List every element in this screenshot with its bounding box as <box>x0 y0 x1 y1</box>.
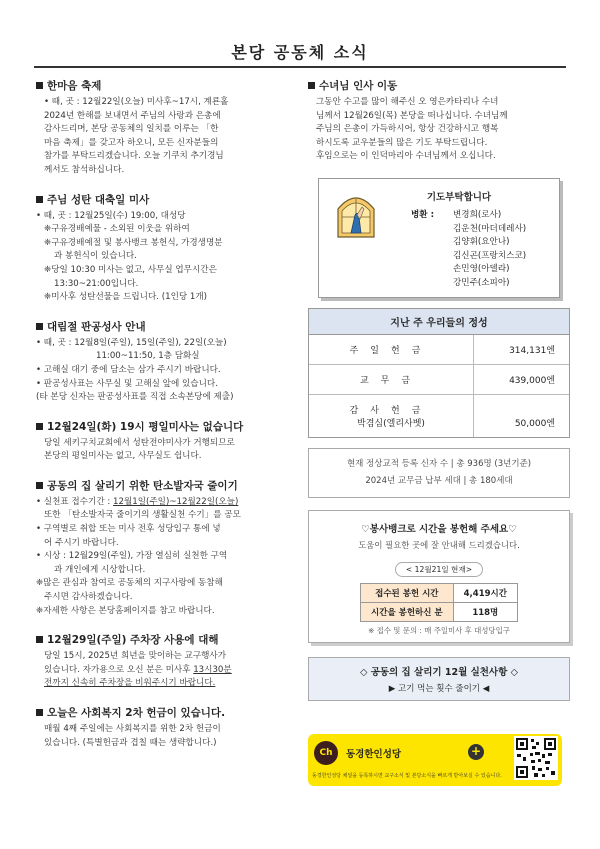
practice-title: ◇ 공동의 집 살리기 12월 실천사항 ◇ <box>360 666 518 678</box>
bank-subtitle: 도움이 필요한 곳에 잘 안내해 드리겠습니다. <box>358 539 520 550</box>
membership-stats <box>308 448 570 498</box>
section-heading: 대림절 판공성사 안내 <box>47 320 146 333</box>
text-line: 또한 「탄소발자국 줄이기의 생활실천 수기」를 공모 <box>44 510 241 521</box>
text-line: 하시도록 교우분들의 많은 기도 부탁드립니다. <box>316 137 488 148</box>
section-no-weekday-mass <box>36 419 298 464</box>
text-line: 참가를 부탁드리겠습니다. 오늘 기쿠치 추기경님 <box>44 151 224 162</box>
text-line: ❈많은 관심과 참여로 공동체의 지구사랑에 동참해 <box>36 578 223 589</box>
section-festival <box>36 78 298 178</box>
square-bullet-icon <box>36 82 43 89</box>
offering-table <box>308 308 570 438</box>
left-column <box>36 78 298 764</box>
prayer-name: 강민주(소피아) <box>453 277 510 288</box>
text-line: 께서도 참석하십니다. <box>44 164 125 175</box>
offering-value: 314,131엔 <box>509 345 555 356</box>
channel-footnote: 동경한인성당 채널을 등록하시면 교구소식 및 본당소식을 빠르게 받아보실 수 있습니다. <box>312 773 502 779</box>
text-line: ❈미사후 성탄선물을 드립니다. (1인당 1개) <box>44 292 208 303</box>
text-line: ❈당일 10:30 미사는 없고, 사무실 업무시간은 <box>44 264 217 275</box>
section-second-collection <box>36 705 298 750</box>
section-heading: 오늘은 사회복지 2차 헌금이 있습니다. <box>47 707 226 719</box>
prayer-name: 김양휘(요안나) <box>453 237 510 248</box>
text-line: 전까지 신속히 주차장을 비워주시기 바랍니다. <box>44 678 216 689</box>
offering-value: 50,000엔 <box>514 418 555 429</box>
text-line: 매월 4째 주일에는 사회복지를 위한 2차 헌금이 <box>44 724 221 734</box>
text-line: 후임으로는 이 인덕마리아 수녀님께서 오십니다. <box>316 151 496 162</box>
square-bullet-icon <box>36 482 43 489</box>
square-bullet-icon <box>36 709 43 716</box>
prayer-name: 김운천(마더데레사) <box>453 223 527 234</box>
text-line: 마음 축제」를 갖고자 하오니, 모든 신자분들의 <box>44 137 219 148</box>
bank-value: 118명 <box>453 602 517 621</box>
square-bullet-icon <box>36 323 43 330</box>
prayer-list <box>411 209 526 291</box>
text-line: 그동안 수고를 많이 해주신 오 영은카타리나 수녀 <box>316 97 499 107</box>
add-channel-button[interactable]: + <box>468 744 484 760</box>
bank-key: 시간을 봉헌하신 분 <box>361 602 454 621</box>
bank-note: ※ 접수 및 문의 : 매 주일미사 후 대성당입구 <box>368 625 510 635</box>
text-line: • 실천표 접수기간 : 12월1일(주일)~12월22일(오늘) <box>36 496 239 507</box>
text-line: • 시상 : 12월29일(주일), 가장 열심히 실천한 구역 <box>36 551 228 562</box>
illness-label: 병환 : <box>411 209 435 220</box>
qr-code-icon[interactable] <box>514 736 558 780</box>
section-heading: 12월29일(주일) 주차장 사용에 대해 <box>47 634 219 647</box>
prayer-name: 김신곤(프랑치스코) <box>453 250 527 261</box>
offering-row <box>309 335 569 365</box>
section-heading: 주님 성탄 대축일 미사 <box>47 193 150 206</box>
stat-line: 현재 정상교적 등록 신자 수 | 총 936명 (3년기준) <box>346 458 532 469</box>
section-parking <box>36 632 298 691</box>
stat-line: 2024년 교무금 납부 세대 | 총 180세대 <box>365 475 513 486</box>
prayer-name: 손민영(아델라) <box>453 264 510 275</box>
offering-row <box>309 395 569 437</box>
section-confession <box>36 319 298 405</box>
period-underlined: 12월1일(주일)~12월22일(오늘) <box>113 496 239 507</box>
practice-box <box>308 657 570 701</box>
text-line: • 때, 곳 : 12월8일(주일), 15일(주일), 22일(오늘) <box>36 337 227 348</box>
kakao-channel-banner[interactable] <box>308 734 562 786</box>
text-line: 님께서 12월26일(목) 본당을 떠나십니다. 수녀님께 <box>316 110 508 121</box>
title-divider <box>34 66 566 68</box>
bank-title: ♡봉사뱅크로 시간을 봉헌해 주세요♡ <box>361 523 517 535</box>
kakao-channel-icon: Ch <box>314 741 338 765</box>
practice-item: ▶ 고기 먹는 횟수 줄이기 ◀ <box>388 683 490 694</box>
section-heading: 공동의 집 살리기 위한 탄소발자국 줄이기 <box>47 479 238 492</box>
text-line: 당일 15시, 2025년 희년을 맞이하는 교구행사가 <box>44 651 227 662</box>
text-line: 2024년 한해를 보내면서 주님의 사랑과 은총에 <box>44 110 221 121</box>
bank-key: 접수된 봉헌 시간 <box>361 583 454 602</box>
bank-value: 4,419시간 <box>453 583 517 602</box>
offering-label: 주일헌금 <box>309 335 474 364</box>
prayer-name: 변경희(로사) <box>453 209 502 220</box>
time-underlined: 13시30분 <box>193 664 232 675</box>
offering-row <box>309 365 569 395</box>
text-line: • 때, 곳 : 12월22일(오늘) 미사후~17시, 계룐홀 <box>44 97 229 107</box>
text-line: 감사드리며, 본당 공동체의 일치를 이루는 「한 <box>44 124 219 135</box>
section-christmas-mass <box>36 192 298 305</box>
text-line: 주시면 감사하겠습니다. <box>44 592 133 603</box>
bank-table <box>360 583 518 622</box>
section-heading: 12월24일(화) 19시 평일미사는 없습니다 <box>47 420 244 433</box>
donor-name: 박겸심(엘리사벳) <box>357 418 425 429</box>
text-line: • 때, 곳 : 12월25일(수) 19:00, 대성당 <box>36 210 186 221</box>
right-column <box>308 78 570 701</box>
text-line: (타 본당 신자는 판공성사표를 직접 소속본당에 제출) <box>36 392 234 403</box>
text-line: 본당의 평일미사는 없고, 사무실도 쉽니다. <box>44 451 202 462</box>
table-row <box>361 583 518 602</box>
offering-value: 439,000엔 <box>509 375 555 386</box>
offering-label: 감사헌금 <box>349 405 433 416</box>
square-bullet-icon <box>36 636 43 643</box>
page-title: 본당 공동체 소식 <box>231 43 369 62</box>
text-line: 어 주시기 바랍니다. <box>44 537 119 548</box>
text-line: 당일 세키구치교회에서 성탄전야미사가 거행되므로 <box>44 437 235 448</box>
section-carbon-footprint <box>36 478 298 618</box>
prayer-request-box <box>318 178 560 298</box>
square-bullet-icon <box>36 196 43 203</box>
bank-date-badge: < 12월21일 현재> <box>395 562 483 577</box>
text-line: ❈자세한 사항은 본당홈페이지를 참고 바랍니다. <box>36 605 215 616</box>
text-line: 과 봉헌식이 있습니다. <box>54 251 137 262</box>
table-row <box>361 602 518 621</box>
text-line: ❈구유경배예물 - 소외된 이웃을 위하여 <box>44 224 190 235</box>
channel-name: 동경한인성당 <box>346 749 402 760</box>
text-line: • 판공성사표는 사무실 및 고해실 앞에 있습니다. <box>36 378 218 389</box>
prayer-title: 기도부탁합니다 <box>426 191 492 203</box>
section-heading: 수녀님 인사 이동 <box>319 80 398 92</box>
offering-label: 교무금 <box>309 365 474 394</box>
text-line: 11:00~11:50, 1층 담화실 <box>96 351 200 362</box>
text-line: 13:30~21:00입니다. <box>54 278 139 289</box>
section-heading: 한마음 축제 <box>47 80 102 92</box>
square-bullet-icon <box>308 82 315 89</box>
service-bank-box <box>308 510 570 643</box>
text-line: 있습니다. (특별헌금과 겹칠 때는 생략합니다.) <box>44 737 217 748</box>
section-nun-transfer <box>308 78 570 164</box>
offering-heading: 지난 주 우리들의 정성 <box>309 309 569 335</box>
text-line: 있습니다. 자가용으로 오신 분은 미사후 13시30분 <box>44 664 232 675</box>
text-line: ❈구유경배예절 및 봉사뱅크 봉헌식, 가경생명분 <box>44 237 223 248</box>
praying-hands-icon <box>335 193 377 239</box>
text-line: • 구역별로 취합 또는 미사 전후 성당입구 통에 넣 <box>36 524 221 535</box>
text-line: • 고해실 대기 중에 담소는 삼가 주시기 바랍니다. <box>36 364 221 375</box>
square-bullet-icon <box>36 423 43 430</box>
text-line: 과 개인에게 시상합니다. <box>54 564 146 575</box>
text-line: 주님의 은총이 가득하시어, 항상 건강하시고 행복 <box>316 124 499 135</box>
